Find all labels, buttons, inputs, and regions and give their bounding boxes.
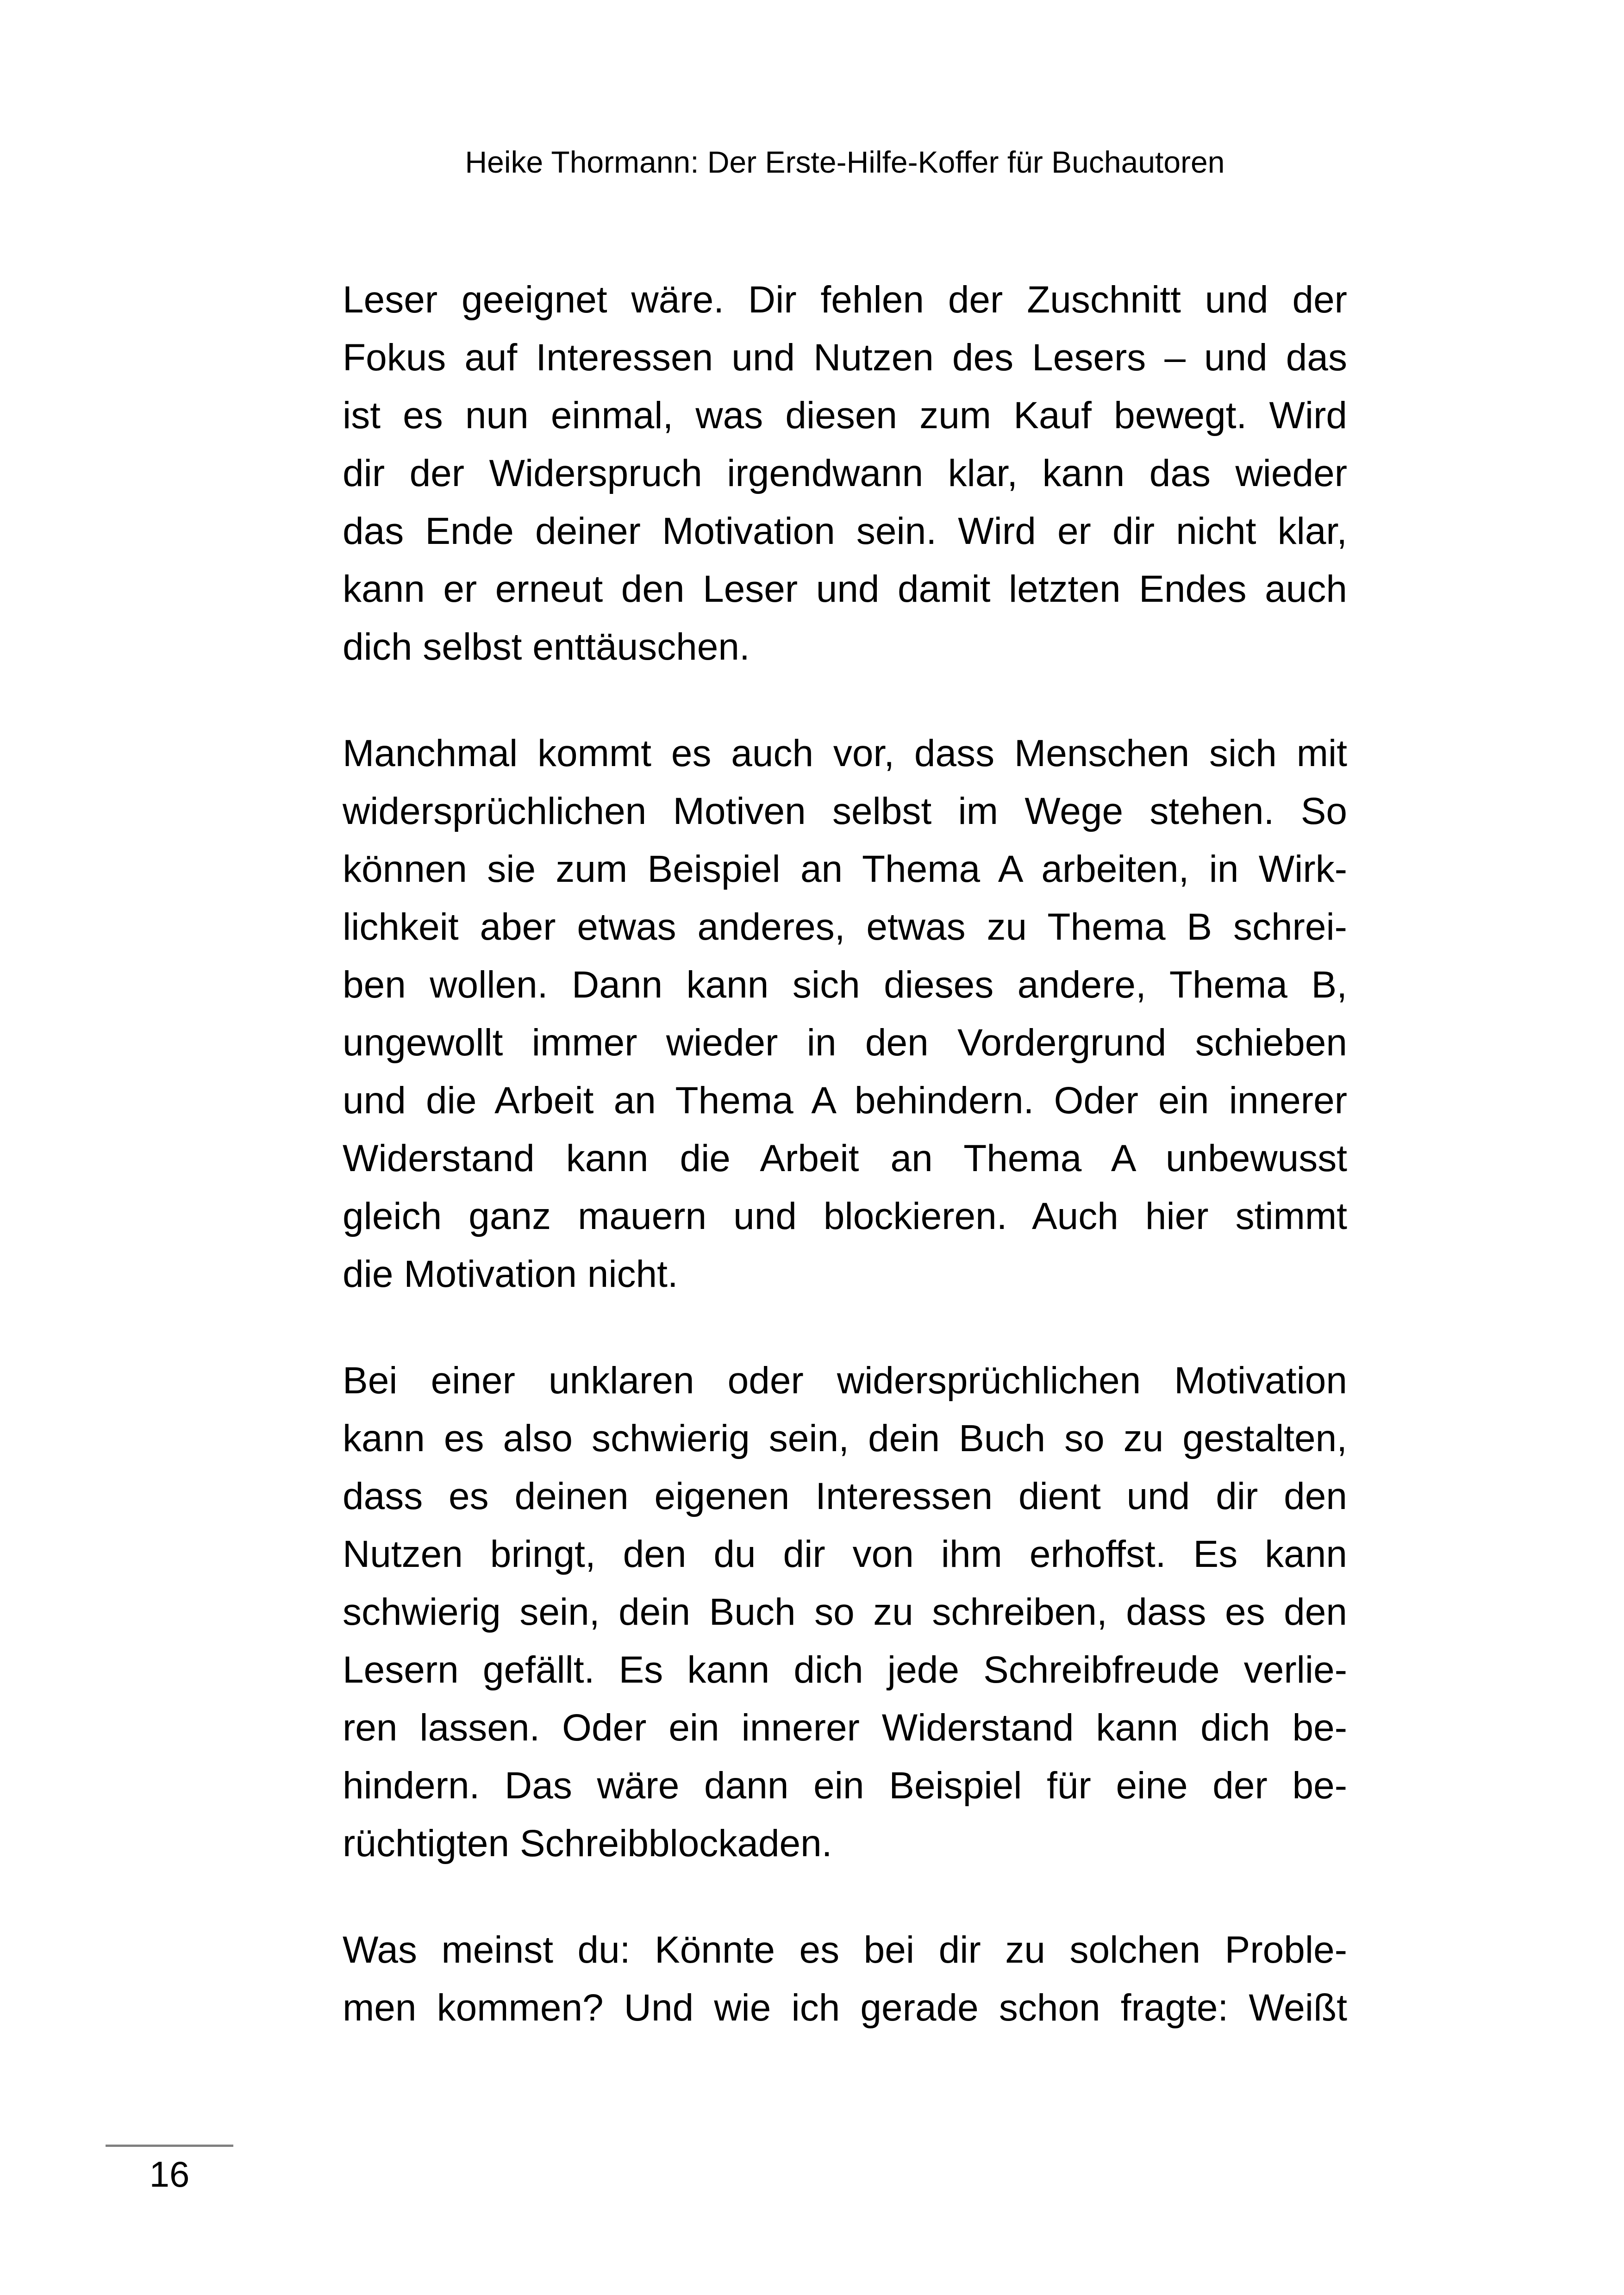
body-line: dir der Widerspruch irgendwann klar, kann das wieder (343, 452, 1347, 494)
body-line: Widerstand kann die Arbeit an Thema A unbewusst (343, 1137, 1347, 1179)
footer-rule (106, 2145, 233, 2147)
body-line: die Motivation nicht. (343, 1253, 678, 1295)
body-line: rüchtigten Schreibblockaden. (343, 1822, 832, 1865)
body-line: und die Arbeit an Thema A behindern. Oder ein innerer (343, 1079, 1347, 1122)
paragraph (343, 1921, 1347, 2037)
body-line: Lesern gefällt. Es kann dich jede Schreibfreude verlie- (343, 1649, 1347, 1691)
body-line: lichkeit aber etwas anderes, etwas zu Thema B schrei- (343, 906, 1347, 948)
paragraph (343, 724, 1347, 1303)
body-line: Bei einer unklaren oder widersprüchlichen Motivation (343, 1360, 1347, 1402)
body-line: men kommen? Und wie ich gerade schon fragte: Weißt (343, 1987, 1347, 2029)
body-line: dich selbst enttäuschen. (343, 626, 750, 668)
body-line: Nutzen bringt, den du dir von ihm erhoffst. Es kann (343, 1533, 1347, 1575)
page-number: 16 (149, 2154, 190, 2195)
body-line: Manchmal kommt es auch vor, dass Menschen sich mit (343, 732, 1347, 774)
body-line: schwierig sein, dein Buch so zu schreiben, dass es den (343, 1591, 1347, 1633)
body-line: Leser geeignet wäre. Dir fehlen der Zuschnitt und der (343, 279, 1347, 321)
body-line: gleich ganz mauern und blockieren. Auch hier stimmt (343, 1195, 1347, 1237)
paragraph (343, 271, 1347, 676)
body-line: hindern. Das wäre dann ein Beispiel für eine der be- (343, 1765, 1347, 1807)
body-line: dass es deinen eigenen Interessen dient und dir den (343, 1475, 1347, 1517)
body-line: ist es nun einmal, was diesen zum Kauf bewegt. Wird (343, 394, 1347, 437)
body-line: Fokus auf Interessen und Nutzen des Lesers – und das (343, 337, 1347, 379)
body-line: Was meinst du: Könnte es bei dir zu solchen Proble- (343, 1929, 1347, 1971)
body-line: ren lassen. Oder ein innerer Widerstand kann dich be- (343, 1707, 1347, 1749)
body-line: widersprüchlichen Motiven selbst im Wege stehen. So (343, 790, 1347, 832)
paragraph (343, 1352, 1347, 1872)
body-line: können sie zum Beispiel an Thema A arbeiten, in Wirk- (343, 848, 1347, 890)
body-line: ungewollt immer wieder in den Vordergrund schieben (343, 1022, 1347, 1064)
body-line: kann er erneut den Leser und damit letzten Endes auch (343, 568, 1347, 610)
body-line: kann es also schwierig sein, dein Buch so zu gestalten, (343, 1417, 1347, 1459)
body-line: das Ende deiner Motivation sein. Wird er dir nicht klar, (343, 510, 1347, 552)
body-text (343, 271, 1347, 2037)
body-line: ben wollen. Dann kann sich dieses andere, Thema B, (343, 964, 1347, 1006)
running-header: Heike Thormann: Der Erste-Hilfe-Koffer für Buchautoren (465, 145, 1225, 179)
